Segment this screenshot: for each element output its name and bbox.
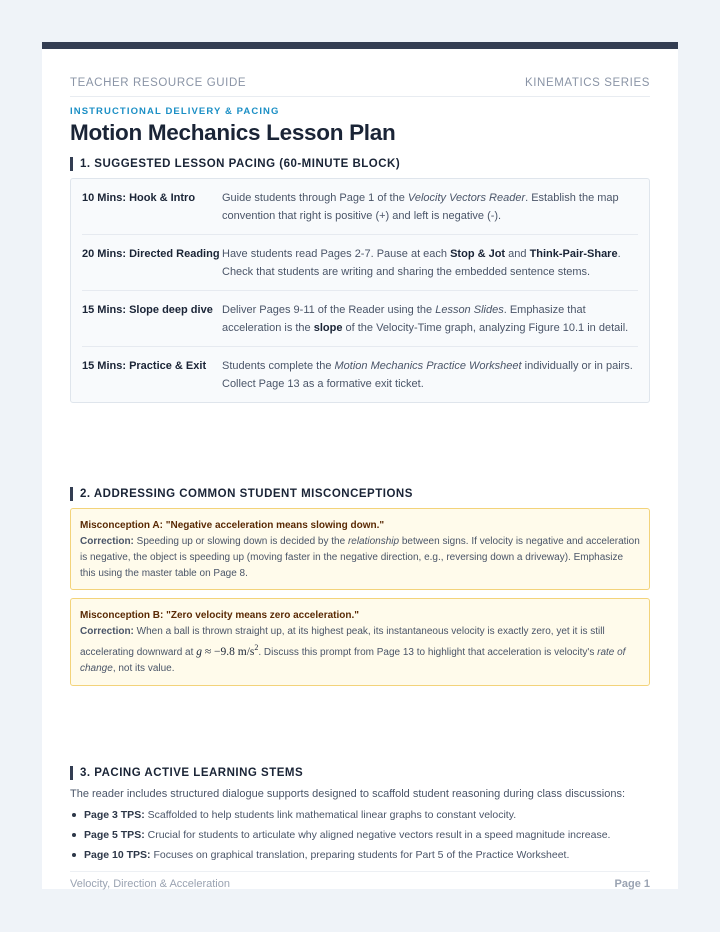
pacing-row xyxy=(82,235,638,291)
list-item: Page 5 TPS: Crucial for students to articulate why aligned negative vectors result in a speed magnitude increase. xyxy=(70,827,650,843)
top-accent-bar xyxy=(42,42,678,49)
pacing-time: 15 Mins: Practice & Exit xyxy=(82,360,207,372)
header-right: KINEMATICS SERIES xyxy=(524,77,650,89)
pacing-time: 15 Mins: Slope deep dive xyxy=(82,304,213,316)
heading-accent-bar xyxy=(70,766,73,780)
misconception-card-b xyxy=(70,598,650,685)
section-intro: The reader includes structured dialogue supports designed to scaffold student reasoning during class discussions: xyxy=(70,787,626,800)
pacing-row xyxy=(82,291,638,347)
section-heading-misconceptions xyxy=(70,487,650,501)
section-heading-stems xyxy=(70,766,650,780)
header-left: TEACHER RESOURCE GUIDE xyxy=(70,77,247,89)
page-number: Page 1 xyxy=(614,877,650,890)
document-page xyxy=(42,42,678,889)
section-heading-pacing xyxy=(70,157,650,171)
section-heading-text: 3. PACING ACTIVE LEARNING STEMS xyxy=(80,766,304,779)
pacing-description: Students complete the Motion Mechanics Practice Worksheet individually or in pairs. Collect Page 13 as a formative exit ticket. xyxy=(222,360,633,390)
gravity-equation: g ≈ −9.8 $m/s^2$ xyxy=(196,643,259,659)
list-item: Page 10 TPS: Focuses on graphical translation, preparing students for Part 5 of the Practice Worksheet. xyxy=(70,847,650,863)
misconception-title: Misconception B: "Zero velocity means zero acceleration." xyxy=(80,610,360,622)
running-header xyxy=(70,77,650,97)
footer-title: Velocity, Direction & Acceleration xyxy=(70,877,230,890)
pacing-time: 20 Mins: Directed Reading xyxy=(82,248,220,260)
pacing-description: Deliver Pages 9-11 of the Reader using the Lesson Slides. Emphasize that acceleration is the slope of the Velocity-Time graph, analyzing Figure 10.1 in detail. xyxy=(222,304,629,334)
pacing-description: Have students read Pages 2-7. Pause at each Stop & Jot and Think-Pair-Share. Check that students are writing and sharing the embedded sentence stems. xyxy=(222,248,621,278)
heading-accent-bar xyxy=(70,157,73,171)
page-title: Motion Mechanics Lesson Plan xyxy=(70,120,396,145)
list-item: Page 3 TPS: Scaffolded to help students link mathematical linear graphs to constant velocity. xyxy=(70,807,650,823)
page-footer xyxy=(70,871,650,890)
heading-accent-bar xyxy=(70,487,73,501)
pacing-row xyxy=(82,179,638,235)
stems-list xyxy=(70,807,650,863)
pacing-description: Guide students through Page 1 of the Velocity Vectors Reader. Establish the map convention that right is positive (+) and left is negative (-). xyxy=(222,192,619,222)
misconception-correction: Correction: When a ball is thrown straight up, at its highest peak, its instantaneous velocity is exactly zero, yet it is still accelerating downward at g ≈ −9.8 $m/s^2$. Discuss this prompt from Page 13 to highlight that acceleration is velocity's rate of change, not its value. xyxy=(80,626,626,674)
misconception-card-a xyxy=(70,508,650,590)
pacing-table xyxy=(70,178,650,403)
section-heading-text: 2. ADDRESSING COMMON STUDENT MISCONCEPTIONS xyxy=(80,488,413,500)
pacing-row xyxy=(82,347,638,402)
section-heading-text: 1. SUGGESTED LESSON PACING (60-MINUTE BLOCK) xyxy=(80,158,401,170)
misconception-title: Misconception A: "Negative acceleration means slowing down." xyxy=(80,520,385,531)
misconception-correction: Correction: Speeding up or slowing down is decided by the relationship between signs. If velocity is negative and acceleration is negative, the object is speeding up (moving faster in the negative direction, e.g., reversing down a driveway). Emphasize this using the master table on Page 8. xyxy=(80,536,640,579)
pacing-time: 10 Mins: Hook & Intro xyxy=(82,192,196,204)
eyebrow-label: INSTRUCTIONAL DELIVERY & PACING xyxy=(70,106,280,117)
